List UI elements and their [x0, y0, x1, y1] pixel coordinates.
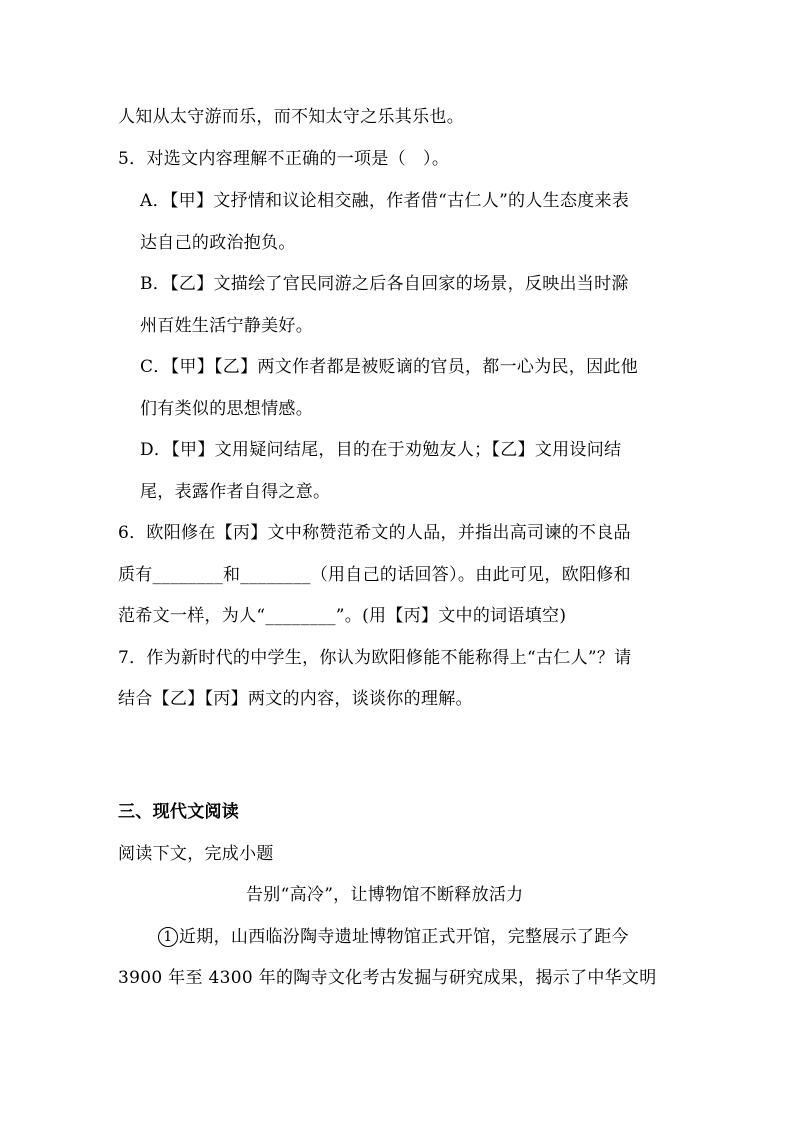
question-7-line2: 结合【乙】【丙】两文的内容，谈谈你的理解。	[118, 689, 473, 709]
article-paragraph-line2: 3900 年至 4300 年的陶寺文化考古发掘与研究成果，揭示了中华文明	[118, 968, 657, 988]
question-7-line1: 7．作为新时代的中学生，你认为欧阳修能不能称得上“古仁人”？请	[118, 648, 632, 668]
section-instruction: 阅读下文，完成小题	[118, 844, 274, 864]
question-5-option-a: A．【甲】文抒情和议论相交融，作者借“古仁人”的人生态度来表	[140, 191, 630, 211]
question-5-option-d: D．【甲】文用疑问结尾，目的在于劝勉友人；【乙】文用设问结	[140, 440, 622, 460]
question-5-option-b: B．【乙】文描绘了官民同游之后各自回家的场景，反映出当时滁	[140, 274, 629, 294]
question-6-line1: 6．欧阳修在【丙】文中称赞范希文的人品，并指出高司谏的不良品	[118, 523, 631, 543]
question-5-option-c: C．【甲】【乙】两文作者都是被贬谪的官员，都一心为民，因此他	[140, 357, 639, 377]
question-5-option-b-cont: 州百姓生活宁静美好。	[140, 316, 313, 336]
article-paragraph-line1	[158, 925, 629, 949]
passage-line: 人知从太守游而乐，而不知太守之乐其乐也。	[118, 107, 464, 127]
question-5-option-d-cont: 尾，表露作者自得之意。	[140, 482, 331, 502]
question-5-stem: 5．对选文内容理解不正确的一项是（ ）。	[118, 149, 450, 169]
question-6-line2: 质有________和________（用自己的话回答）。由此可见，欧阳修和	[118, 565, 631, 585]
question-5-option-c-cont: 们有类似的思想情感。	[140, 399, 313, 419]
paragraph-text: 近期，山西临汾陶寺遗址博物馆正式开馆，完整展示了距今	[179, 927, 629, 947]
paragraph-number-marker: 1	[158, 927, 178, 947]
section-heading: 三、现代文阅读	[118, 802, 240, 822]
question-6-line3: 范希文一样，为人“________”。(用【丙】文中的词语填空)	[118, 606, 567, 626]
question-5-option-a-cont: 达自己的政治抱负。	[140, 233, 296, 253]
article-title: 告别“高冷”，让博物馆不断释放活力	[246, 885, 524, 905]
